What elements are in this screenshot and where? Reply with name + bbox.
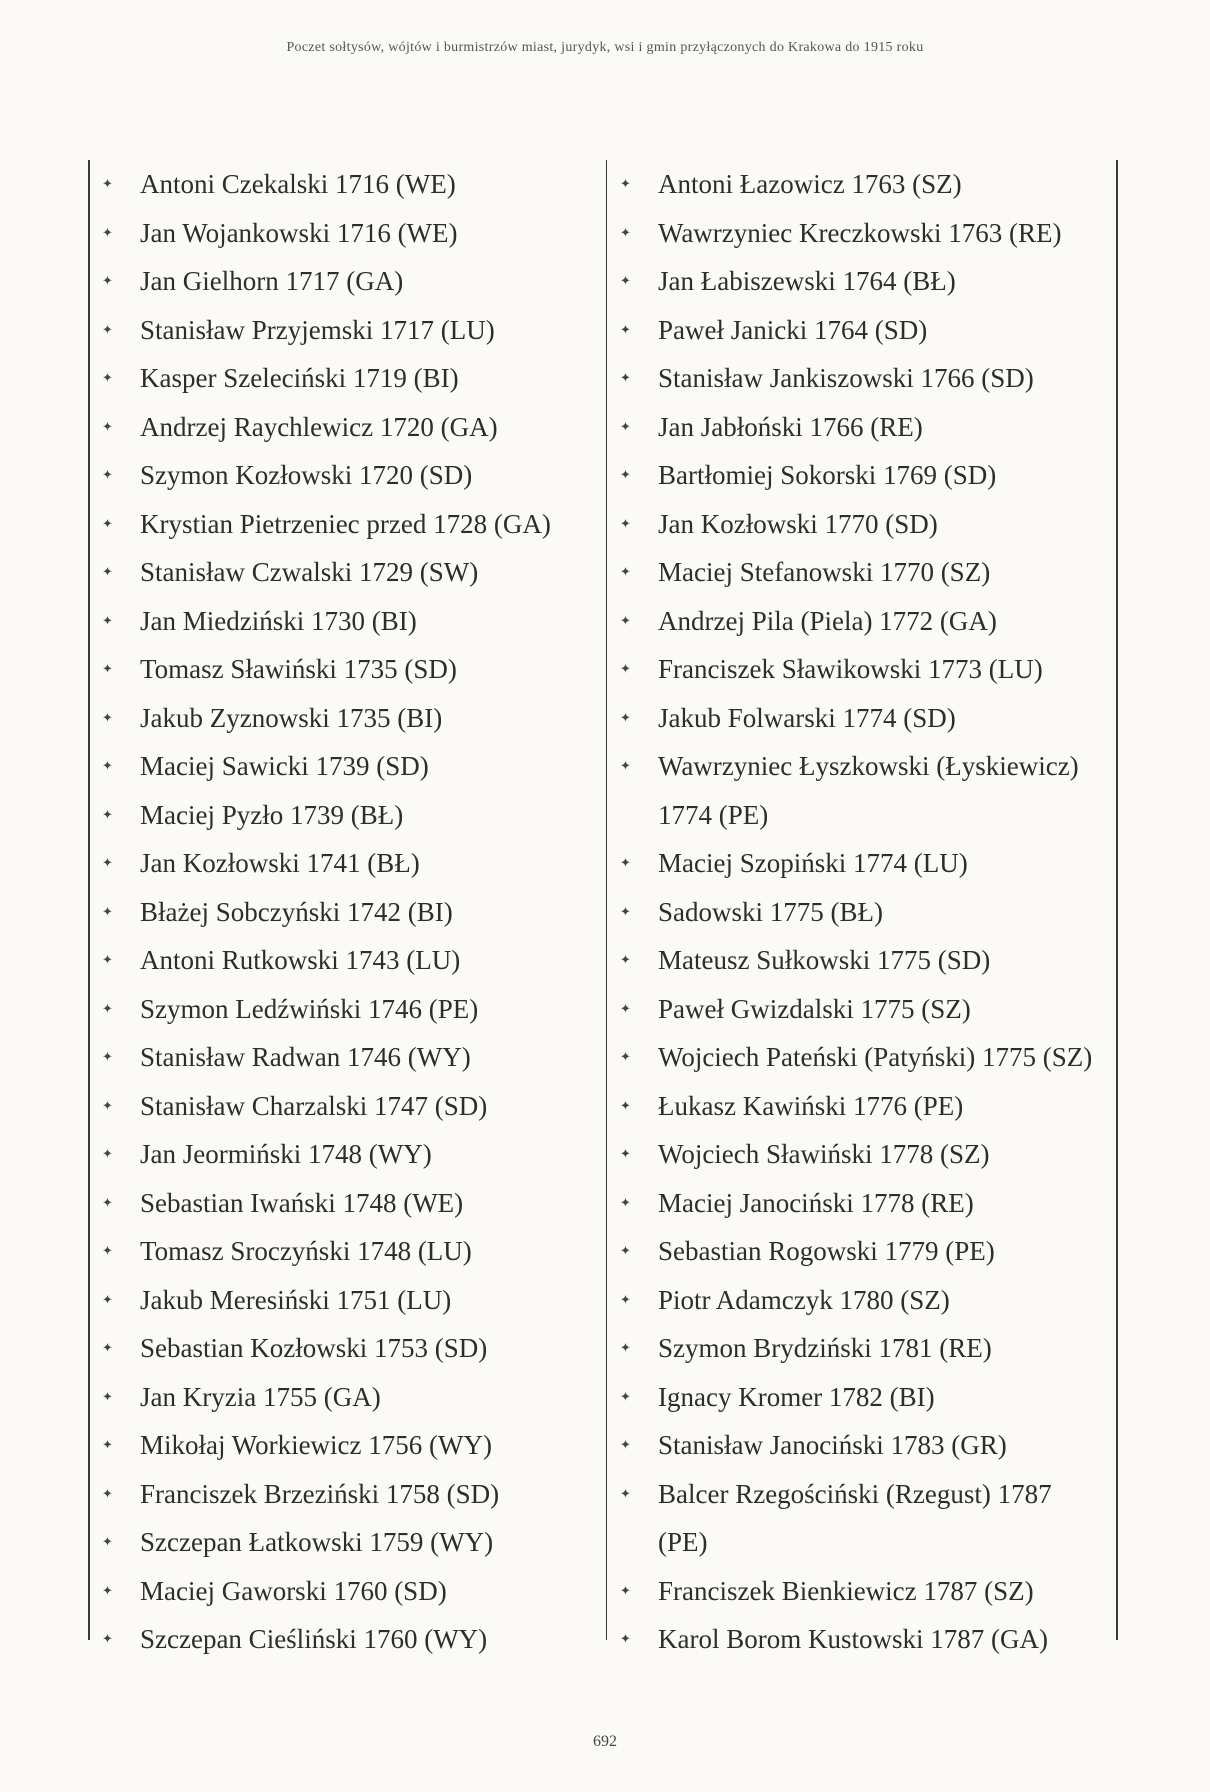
list-item	[102, 257, 598, 306]
list-item	[102, 209, 598, 258]
bullet-icon: ✦	[102, 1097, 113, 1113]
bullet-icon: ✦	[102, 1000, 113, 1016]
left-border-rule	[88, 160, 90, 1640]
two-column-list	[88, 160, 1118, 1654]
bullet-icon: ✦	[620, 1291, 631, 1307]
bullet-icon: ✦	[620, 612, 631, 628]
bullet-icon: ✦	[620, 1485, 631, 1501]
bullet-icon: ✦	[102, 1049, 113, 1064]
entry-text: Bartłomiej Sokorski 1769 (SD)	[658, 460, 997, 490]
list-item	[620, 888, 1112, 937]
list-item	[620, 306, 1112, 355]
list-item	[102, 1082, 598, 1131]
entry-text: Maciej Stefanowski 1770 (SZ)	[658, 557, 991, 587]
bullet-icon: ✦	[102, 661, 113, 676]
list-item	[620, 985, 1112, 1034]
list-item	[620, 1470, 1112, 1567]
bullet-icon: ✦	[102, 1485, 113, 1501]
bullet-icon: ✦	[620, 661, 631, 676]
entry-text: Franciszek Brzeziński 1758 (SD)	[140, 1478, 500, 1509]
list-item	[620, 548, 1112, 597]
bullet-icon: ✦	[620, 1000, 631, 1016]
list-item	[620, 1179, 1112, 1228]
list-item	[102, 1567, 598, 1616]
entry-text: Antoni Łazowicz 1763 (SZ)	[658, 169, 962, 199]
list-item	[102, 354, 598, 403]
bullet-icon: ✦	[620, 1437, 631, 1452]
list-item	[620, 645, 1112, 694]
bullet-icon: ✦	[620, 1388, 631, 1404]
entry-text-continuation: (PE)	[658, 1527, 708, 1557]
bullet-icon: ✦	[620, 176, 631, 191]
entry-text: Paweł Janicki 1764 (SD)	[658, 314, 928, 345]
bullet-icon: ✦	[102, 224, 113, 240]
list-item	[102, 1470, 598, 1519]
bullet-icon: ✦	[102, 273, 113, 288]
bullet-icon: ✦	[620, 515, 631, 531]
list-item	[620, 1567, 1112, 1616]
entry-text: Stanisław Janociński 1783 (GR)	[658, 1430, 1007, 1460]
list-item	[102, 160, 598, 209]
bullet-icon: ✦	[102, 1194, 113, 1210]
list-item	[620, 936, 1112, 985]
list-item	[620, 209, 1112, 258]
entry-text: Paweł Gwizdalski 1775 (SZ)	[658, 993, 971, 1024]
bullet-icon: ✦	[102, 1291, 113, 1307]
bullet-icon: ✦	[620, 1049, 631, 1064]
list-item	[102, 1179, 598, 1228]
bullet-icon: ✦	[102, 612, 113, 628]
list-item	[620, 1082, 1112, 1131]
bullet-icon: ✦	[620, 564, 631, 579]
list-item	[102, 791, 598, 840]
list-item	[102, 1324, 598, 1373]
entry-text: Szczepan Cieśliński 1760 (WY)	[140, 1624, 488, 1654]
bullet-icon: ✦	[102, 1534, 113, 1549]
entry-text-continuation: 1774 (PE)	[658, 799, 769, 830]
list-item	[102, 1518, 598, 1567]
bullet-icon: ✦	[620, 1631, 631, 1646]
entry-text: Ignacy Kromer 1782 (BI)	[658, 1381, 935, 1412]
right-column	[620, 160, 1112, 1664]
bullet-icon: ✦	[102, 1243, 113, 1258]
entry-text: Wojciech Pateński (Patyński) 1775 (SZ)	[658, 1042, 1093, 1072]
page-number: 692	[593, 1733, 617, 1750]
bullet-icon: ✦	[102, 515, 113, 531]
list-item	[620, 597, 1112, 646]
entry-text: Stanisław Jankiszowski 1766 (SD)	[658, 363, 1034, 393]
list-item	[102, 403, 598, 452]
list-item	[620, 1615, 1112, 1664]
entry-text: Jakub Meresiński 1751 (LU)	[140, 1284, 452, 1315]
entry-text: Jan Kozłowski 1741 (BŁ)	[140, 848, 420, 878]
entry-text: Maciej Szopiński 1774 (LU)	[658, 848, 968, 878]
bullet-icon: ✦	[102, 903, 113, 919]
list-item	[620, 257, 1112, 306]
entry-text: Tomasz Sławiński 1735 (SD)	[140, 654, 457, 684]
list-item	[102, 1373, 598, 1422]
list-item	[102, 1227, 598, 1276]
bullet-icon: ✦	[620, 1340, 631, 1355]
entry-text: Szymon Kozłowski 1720 (SD)	[140, 460, 473, 490]
bullet-icon: ✦	[102, 709, 113, 725]
bullet-icon: ✦	[620, 321, 631, 337]
entry-text: Maciej Gaworski 1760 (SD)	[140, 1575, 447, 1606]
list-item	[102, 306, 598, 355]
bullet-icon: ✦	[620, 758, 631, 773]
list-item	[620, 160, 1112, 209]
entry-text: Karol Borom Kustowski 1787 (GA)	[658, 1624, 1048, 1654]
list-item	[102, 1421, 598, 1470]
bullet-icon: ✦	[620, 1146, 631, 1161]
entry-text: Łukasz Kawiński 1776 (PE)	[658, 1090, 964, 1121]
list-item	[620, 1324, 1112, 1373]
entry-text: Kasper Szeleciński 1719 (BI)	[140, 363, 459, 393]
bullet-icon: ✦	[102, 1437, 113, 1452]
list-item	[620, 403, 1112, 452]
bullet-icon: ✦	[102, 1388, 113, 1404]
bullet-icon: ✦	[620, 855, 631, 870]
entry-text: Jan Kozłowski 1770 (SD)	[658, 508, 938, 539]
bullet-icon: ✦	[102, 418, 113, 434]
list-item	[620, 1421, 1112, 1470]
list-item	[620, 1227, 1112, 1276]
list-item	[102, 451, 598, 500]
entry-text: Stanisław Przyjemski 1717 (LU)	[140, 314, 495, 345]
list-item	[620, 694, 1112, 743]
bullet-icon: ✦	[620, 467, 631, 482]
entry-text: Tomasz Sroczyński 1748 (LU)	[140, 1236, 472, 1266]
bullet-icon: ✦	[620, 273, 631, 288]
list-item	[102, 1276, 598, 1325]
list-item	[620, 742, 1112, 839]
entry-text: Jan Jabłoński 1766 (RE)	[658, 411, 923, 442]
entry-text: Sebastian Rogowski 1779 (PE)	[658, 1236, 995, 1266]
list-item	[620, 354, 1112, 403]
entry-text: Stanisław Charzalski 1747 (SD)	[140, 1090, 488, 1121]
list-item	[102, 985, 598, 1034]
entry-text: Błażej Sobczyński 1742 (BI)	[140, 896, 453, 927]
entry-text: Maciej Sawicki 1739 (SD)	[140, 751, 429, 781]
list-item	[620, 1130, 1112, 1179]
bullet-icon: ✦	[102, 855, 113, 870]
entry-text: Jan Łabiszewski 1764 (BŁ)	[658, 266, 956, 296]
running-header: Poczet sołtysów, wójtów i burmistrzów miast, jurydyk, wsi i gmin przyłączonych do Krakowa do 1915 roku	[286, 40, 924, 55]
bullet-icon: ✦	[620, 709, 631, 725]
list-item	[102, 694, 598, 743]
bullet-icon: ✦	[620, 952, 631, 967]
bullet-icon: ✦	[102, 1146, 113, 1161]
list-item	[620, 839, 1112, 888]
list-item	[102, 1033, 598, 1082]
left-column	[102, 160, 598, 1664]
list-item	[620, 451, 1112, 500]
bullet-icon: ✦	[102, 1340, 113, 1355]
entry-text: Balcer Rzegościński (Rzegust) 1787	[658, 1478, 1052, 1509]
list-item	[102, 1130, 598, 1179]
entry-text: Stanisław Radwan 1746 (WY)	[140, 1042, 471, 1072]
bullet-icon: ✦	[102, 1631, 113, 1646]
entry-text: Szymon Ledźwiński 1746 (PE)	[140, 993, 479, 1024]
bullet-icon: ✦	[620, 370, 631, 385]
list-item	[620, 1033, 1112, 1082]
entry-text: Piotr Adamczyk 1780 (SZ)	[658, 1284, 950, 1315]
bullet-icon: ✦	[102, 467, 113, 482]
entry-text: Jan Kryzia 1755 (GA)	[140, 1381, 381, 1412]
entry-text: Stanisław Czwalski 1729 (SW)	[140, 557, 479, 587]
bullet-icon: ✦	[620, 1243, 631, 1258]
entry-text: Szymon Brydziński 1781 (RE)	[658, 1333, 992, 1363]
bullet-icon: ✦	[620, 1582, 631, 1598]
entry-text: Jakub Folwarski 1774 (SD)	[658, 702, 956, 733]
entry-text: Jan Miedziński 1730 (BI)	[140, 605, 417, 636]
entry-text: Antoni Rutkowski 1743 (LU)	[140, 945, 461, 975]
bullet-icon: ✦	[620, 1097, 631, 1113]
bullet-icon: ✦	[102, 321, 113, 337]
bullet-icon: ✦	[102, 952, 113, 967]
entry-text: Mateusz Sułkowski 1775 (SD)	[658, 945, 991, 975]
entry-text: Franciszek Bienkiewicz 1787 (SZ)	[658, 1575, 1034, 1606]
list-item	[102, 548, 598, 597]
list-item	[620, 1276, 1112, 1325]
bullet-icon: ✦	[620, 1194, 631, 1210]
bullet-icon: ✦	[102, 806, 113, 822]
entry-text: Wojciech Sławiński 1778 (SZ)	[658, 1139, 990, 1169]
list-item	[620, 500, 1112, 549]
entry-text: Jan Jeormiński 1748 (WY)	[140, 1139, 432, 1169]
entry-text: Wawrzyniec Łyszkowski (Łyskiewicz)	[658, 751, 1079, 781]
entry-text: Krystian Pietrzeniec przed 1728 (GA)	[140, 508, 551, 539]
bullet-icon: ✦	[620, 418, 631, 434]
list-item	[102, 645, 598, 694]
bullet-icon: ✦	[102, 758, 113, 773]
entry-text: Franciszek Sławikowski 1773 (LU)	[658, 654, 1043, 684]
entry-text: Wawrzyniec Kreczkowski 1763 (RE)	[658, 217, 1062, 248]
list-item	[102, 500, 598, 549]
bullet-icon: ✦	[620, 903, 631, 919]
list-item	[102, 597, 598, 646]
list-item	[102, 1615, 598, 1664]
bullet-icon: ✦	[102, 1582, 113, 1598]
entry-text: Maciej Pyzło 1739 (BŁ)	[140, 799, 404, 830]
entry-text: Szczepan Łatkowski 1759 (WY)	[140, 1527, 494, 1557]
list-item	[102, 742, 598, 791]
entry-text: Jakub Zyznowski 1735 (BI)	[140, 702, 443, 733]
entry-text: Antoni Czekalski 1716 (WE)	[140, 169, 456, 199]
right-border-rule	[1116, 160, 1118, 1640]
entry-text: Jan Gielhorn 1717 (GA)	[140, 266, 404, 296]
entry-text: Jan Wojankowski 1716 (WE)	[140, 217, 458, 248]
list-item	[102, 839, 598, 888]
bullet-icon: ✦	[102, 176, 113, 191]
list-item	[620, 1373, 1112, 1422]
column-divider-rule	[606, 160, 607, 1640]
list-item	[102, 936, 598, 985]
bullet-icon: ✦	[620, 224, 631, 240]
entry-text: Sadowski 1775 (BŁ)	[658, 896, 883, 927]
entry-text: Mikołaj Workiewicz 1756 (WY)	[140, 1430, 492, 1460]
entry-text: Andrzej Pila (Piela) 1772 (GA)	[658, 605, 997, 636]
entry-text: Maciej Janociński 1778 (RE)	[658, 1187, 974, 1218]
bullet-icon: ✦	[102, 370, 113, 385]
entry-text: Andrzej Raychlewicz 1720 (GA)	[140, 411, 498, 442]
list-item	[102, 888, 598, 937]
bullet-icon: ✦	[102, 564, 113, 579]
entry-text: Sebastian Iwański 1748 (WE)	[140, 1187, 464, 1218]
entry-text: Sebastian Kozłowski 1753 (SD)	[140, 1333, 488, 1363]
